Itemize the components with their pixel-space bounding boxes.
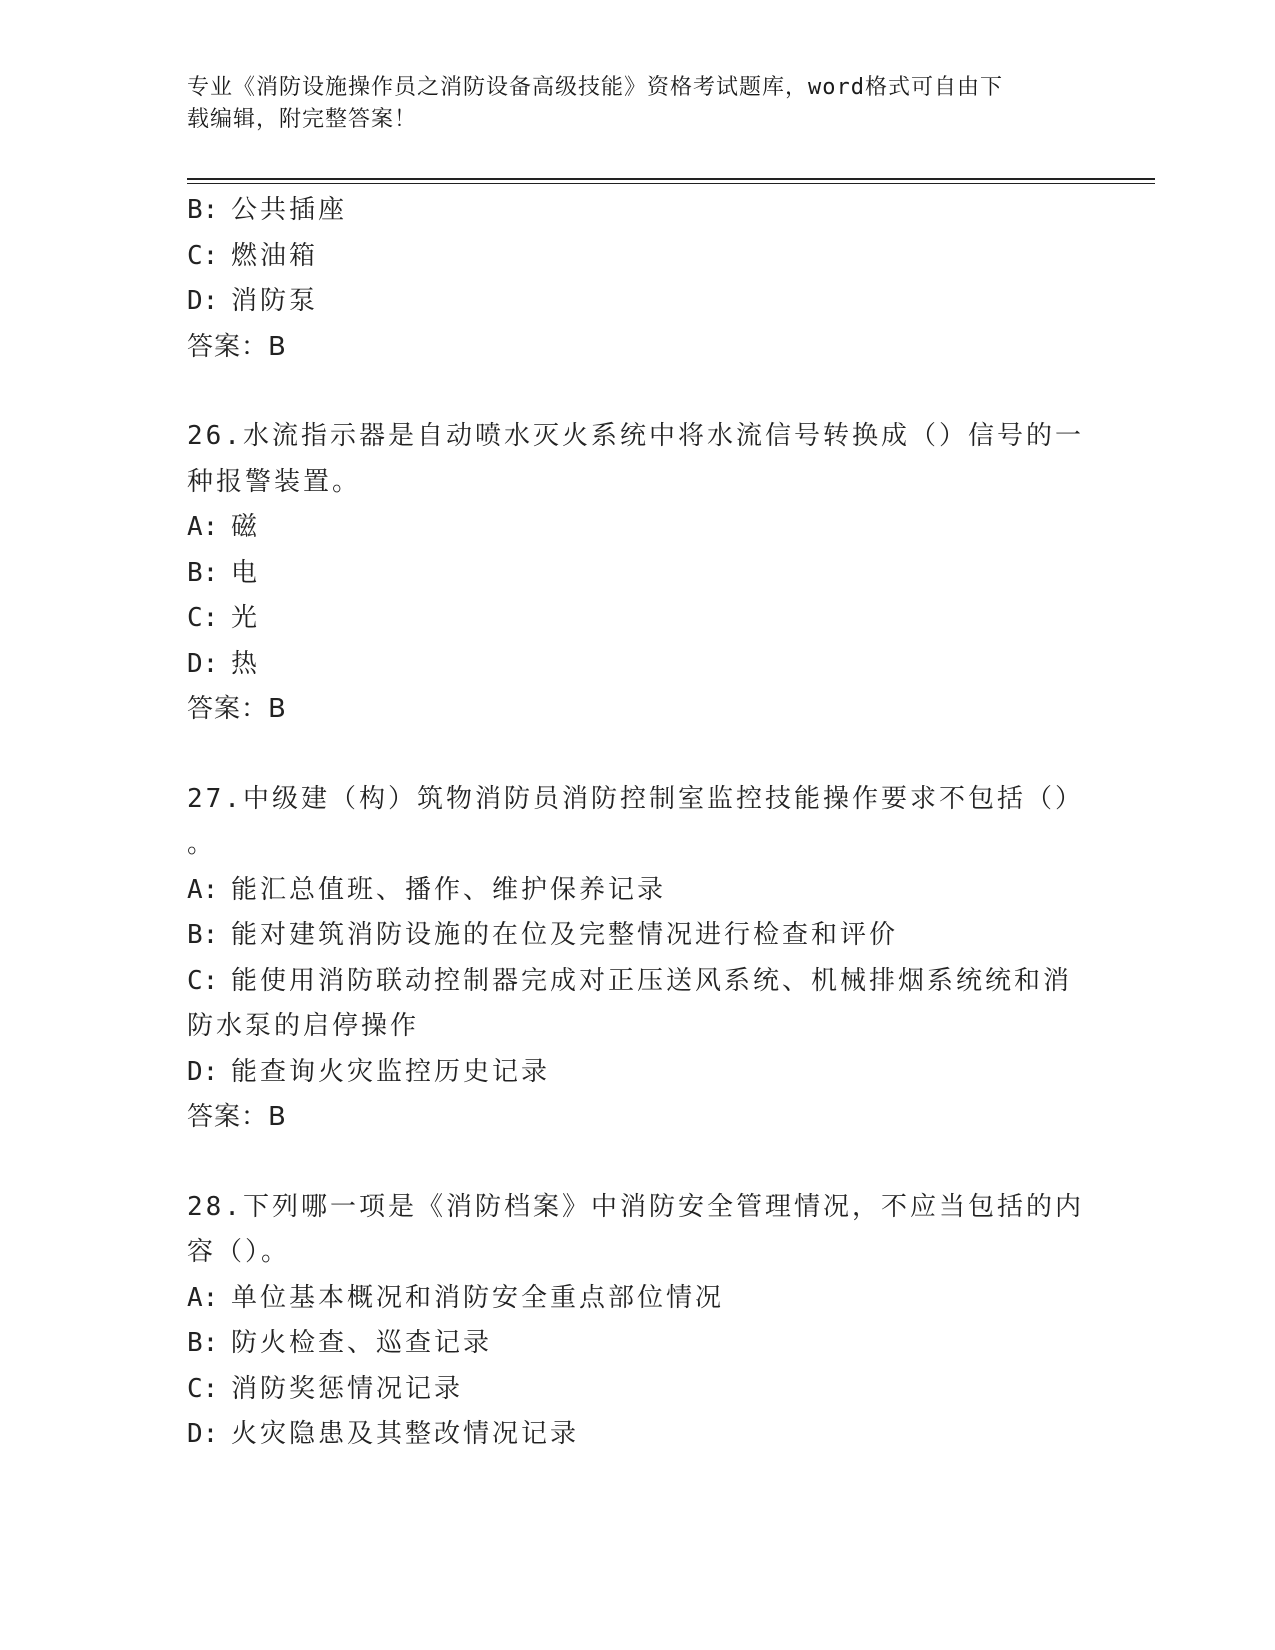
option-text: 能使用消防联动控制器完成对正压送风系统、机械排烟系统统和消 — [231, 965, 1073, 996]
option-label: B: — [187, 1328, 219, 1358]
option-label: D: — [187, 1056, 219, 1087]
option-label: B: — [187, 195, 219, 225]
spacer — [187, 1141, 1077, 1185]
spacer — [187, 733, 1077, 777]
option-text-continued: 防水泵的启停操作 — [187, 1011, 420, 1041]
header-divider-thin — [187, 183, 1155, 184]
option-d — [187, 279, 1077, 325]
option-a — [187, 1276, 1077, 1322]
question-stem-continued: 容（）。 — [187, 1237, 291, 1267]
option-b — [187, 1321, 1077, 1367]
header-line-1: 专业《消防设施操作员之消防设备高级技能》资格考试题库，word格式可自由下 — [187, 75, 1003, 100]
option-label: A: — [187, 512, 219, 542]
question-stem: 28.下列哪一项是《消防档案》中消防安全管理情况，不应当包括的内 — [187, 1191, 1084, 1222]
option-text: 消防泵 — [231, 286, 319, 316]
option-label: A: — [187, 874, 219, 905]
option-b — [187, 551, 1077, 597]
option-text: 能汇总值班、播作、维护保养记录 — [231, 874, 667, 905]
document-header — [187, 72, 1067, 136]
option-text: 热 — [231, 648, 261, 679]
header-divider-thick — [187, 178, 1155, 180]
option-label: C: — [187, 240, 219, 271]
option-text: 公共插座 — [231, 195, 348, 225]
option-text: 防火检查、巡查记录 — [231, 1328, 493, 1358]
option-text: 光 — [231, 603, 261, 633]
question-27 — [187, 777, 1084, 1141]
option-label: C: — [187, 1373, 219, 1404]
question-stem-continued: 。 — [187, 829, 217, 859]
question-content — [187, 188, 1084, 1458]
continued-question — [187, 188, 1077, 370]
question-28 — [187, 1185, 1084, 1458]
option-text: 火灾隐患及其整改情况记录 — [231, 1419, 580, 1449]
question-stem: 27.中级建（构）筑物消防员消防控制室监控技能操作要求不包括（） — [187, 783, 1084, 814]
answer-line: 答案：B — [187, 694, 287, 724]
option-text: 能对建筑消防设施的在位及完整情况进行检查和评价 — [231, 920, 899, 950]
answer-line: 答案：B — [187, 331, 287, 362]
option-b — [187, 188, 1077, 234]
option-text: 磁 — [231, 512, 261, 542]
option-a — [187, 505, 1077, 551]
option-c — [187, 1367, 1077, 1413]
option-text: 消防奖惩情况记录 — [231, 1373, 464, 1404]
option-c-continued — [187, 1004, 1077, 1050]
option-label: C: — [187, 965, 219, 996]
option-text: 单位基本概况和消防安全重点部位情况 — [231, 1282, 725, 1313]
option-label: D: — [187, 1419, 219, 1449]
question-stem-continued: 种报警装置。 — [187, 466, 362, 497]
option-c — [187, 234, 1077, 280]
option-b — [187, 913, 1077, 959]
option-label: D: — [187, 286, 219, 316]
option-text: 能查询火灾监控历史记录 — [231, 1056, 551, 1087]
option-text: 电 — [231, 557, 261, 588]
answer-line: 答案：B — [187, 1102, 287, 1132]
spacer — [187, 370, 1077, 414]
option-text: 燃油箱 — [231, 240, 319, 271]
question-stem: 26.水流指示器是自动喷水灭火系统中将水流信号转换成（）信号的一 — [187, 421, 1084, 451]
option-a — [187, 868, 1077, 914]
option-label: B: — [187, 557, 219, 588]
option-label: B: — [187, 920, 219, 950]
option-label: A: — [187, 1282, 219, 1313]
option-d — [187, 642, 1077, 688]
question-26 — [187, 414, 1084, 733]
option-d — [187, 1050, 1077, 1096]
option-d — [187, 1412, 1077, 1458]
header-line-2: 载编辑，附完整答案！ — [187, 107, 418, 132]
option-label: D: — [187, 648, 219, 679]
option-label: C: — [187, 603, 219, 633]
option-c — [187, 959, 1077, 1005]
option-c — [187, 596, 1077, 642]
